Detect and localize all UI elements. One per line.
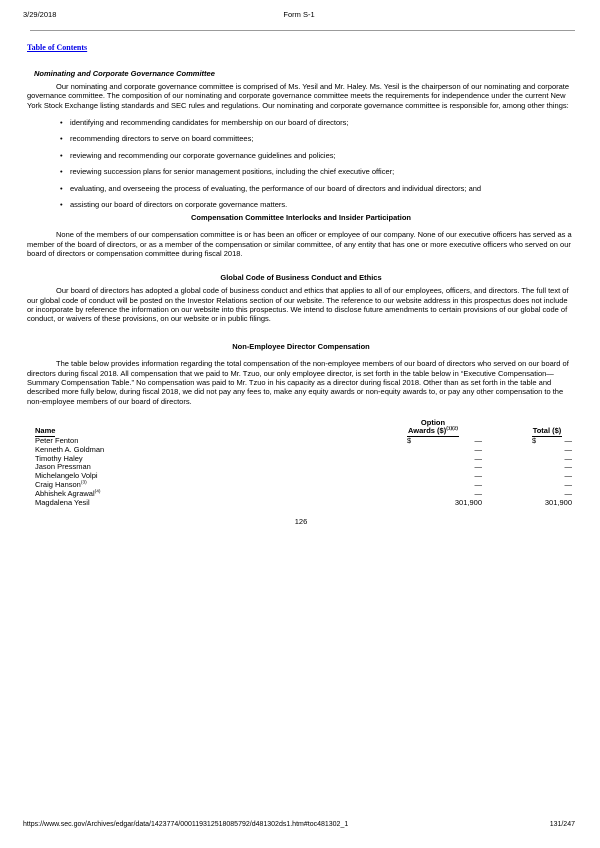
list-item	[27, 200, 575, 209]
director-name: Magdalena Yesil	[35, 497, 90, 507]
total-value: —	[564, 479, 572, 489]
table-row	[35, 463, 572, 472]
total-value: $ —	[532, 435, 572, 445]
bullet-icon: •	[60, 134, 63, 144]
print-date: 3/29/2018	[23, 10, 57, 19]
option-awards-value: —	[474, 479, 482, 489]
heading-compensation-interlocks: Compensation Committee Interlocks and Insider Participation	[190, 213, 412, 223]
paragraph-nominating-intro: Our nominating and corporate governance committee is comprised of Ms. Yesil and Mr. Haley. Ms. Yesil is the chairperson of our nominating and corporate governance committee. The composition of our nominating and corporate governance committee meets the requirements for independence under the current New York Stock Exchange listing standards and SEC rules and regulations. Our nominating and corporate governance committee is responsible for, among other things:	[27, 82, 570, 110]
column-spacer	[482, 419, 532, 437]
footer-page-indicator: 131/247	[549, 821, 575, 828]
option-awards-value: —	[474, 471, 482, 481]
option-awards-value: —	[474, 488, 482, 498]
table-header-row	[35, 419, 572, 437]
list-item-text: assisting our board of directors on corporate governance matters.	[70, 200, 288, 210]
header-divider	[30, 30, 575, 31]
column-header-name: Name	[35, 426, 56, 436]
table-row	[35, 490, 572, 499]
heading-code-of-conduct: Global Code of Business Conduct and Ethics	[220, 273, 382, 283]
bullet-icon: •	[60, 167, 63, 177]
bullet-icon: •	[60, 200, 63, 210]
list-item-text: recommending directors to serve on board committees;	[70, 134, 254, 144]
director-name: Peter Fenton	[35, 435, 79, 445]
column-header-option-awards: Option Awards ($)$^{(1)(2)}$	[408, 417, 458, 436]
table-row	[35, 446, 572, 455]
paragraph-interlocks: None of the members of our compensation committee is or has been an officer or employee of our company. None of our executive officers has served as a member of the board of directors, or as a member of the compensation or similar committee, of any entity that has one or more executive officers who served on our board of directors or compensation committee during fiscal 2018.	[27, 230, 572, 258]
form-title: Form S-1	[283, 10, 315, 19]
option-awards-value: $ —	[407, 435, 482, 445]
total-value: —	[564, 471, 572, 481]
director-name: Craig Hanson$^{(3)}$	[35, 479, 87, 489]
director-compensation-table	[35, 419, 572, 507]
paragraph-code-of-conduct: Our board of directors has adopted a global code of business conduct and ethics that applies to all of our employees, officers, and directors. The full text of our global code of conduct will be posted on the Investor Relations section of our website. The reference to our website address in this prospectus does not include or incorporate by reference the information on our website into this prospectus. We intend to disclose future amendments to certain provisions of our global code of conduct, or waivers of these provisions, on our website or in public filings.	[27, 286, 569, 324]
table-row	[35, 437, 572, 446]
page-number: 126	[294, 517, 308, 527]
document-body	[27, 44, 575, 526]
option-awards-value: 301,900	[454, 497, 482, 507]
total-value: —	[564, 488, 572, 498]
heading-nominating-committee: Nominating and Corporate Governance Committee	[34, 69, 215, 78]
list-item-text: reviewing succession plans for senior management positions, including the chief executive officer;	[70, 167, 395, 177]
total-value: —	[564, 453, 572, 463]
option-awards-value: —	[474, 462, 482, 472]
footnote-marker: (1)(2)	[446, 426, 458, 432]
table-of-contents-link[interactable]: Table of Contents	[27, 43, 88, 52]
total-value: —	[564, 462, 572, 472]
list-item-text: identifying and recommending candidates for membership on our board of directors;	[70, 117, 349, 127]
option-awards-value: —	[474, 444, 482, 454]
table-row	[35, 472, 572, 481]
footer-source-url: https://www.sec.gov/Archives/edgar/data/1423774/000119312518085792/d481302ds1.htm#toc481302_1	[23, 821, 349, 828]
print-header	[23, 10, 575, 22]
director-name: Jason Pressman	[35, 462, 91, 472]
bullet-icon: •	[60, 183, 63, 193]
list-item	[27, 118, 575, 127]
heading-director-compensation: Non-Employee Director Compensation	[232, 342, 370, 352]
director-name: Timothy Haley	[35, 453, 83, 463]
column-header-total: Total ($)	[532, 426, 562, 436]
nominating-duties-list	[27, 118, 575, 210]
option-awards-value: —	[474, 453, 482, 463]
table-row	[35, 455, 572, 464]
paragraph-director-compensation: The table below provides information regarding the total compensation of the non-employee members of our board of directors who served on our board of directors during fiscal 2018. All compensation that we paid to Mr. Tzuo, our only employee director, is set forth in the table below in “Executive Compensation—Summary Compensation Table.” No compensation was paid to Mr. Tzuo in his capacity as a director during fiscal 2018. Other than as set forth in the table and described more fully below, during fiscal 2018, we did not pay any fees to, make any equity awards or non-equity awards to, or pay any other compensation to the non-employee members of our board of directors.	[27, 359, 569, 406]
list-item-text: evaluating, and overseeing the process of evaluating, the performance of our board of directors and individual directors; and	[70, 183, 482, 193]
bullet-icon: •	[60, 117, 63, 127]
director-name: Michelangelo Volpi	[35, 471, 98, 481]
table-row	[35, 481, 572, 490]
footnote-marker: (4)	[94, 489, 101, 495]
bullet-icon: •	[60, 150, 63, 160]
list-item-text: reviewing and recommending our corporate governance guidelines and policies;	[70, 150, 336, 160]
list-item	[27, 134, 575, 143]
director-name: Kenneth A. Goldman	[35, 444, 105, 454]
total-value: —	[564, 444, 572, 454]
list-item	[27, 167, 575, 176]
total-value: 301,900	[544, 497, 572, 507]
list-item	[27, 184, 575, 193]
list-item	[27, 151, 575, 160]
table-row	[35, 499, 572, 508]
footnote-marker: (3)	[80, 480, 87, 486]
director-name: Abhishek Agrawal$^{(4)}$	[35, 488, 101, 498]
